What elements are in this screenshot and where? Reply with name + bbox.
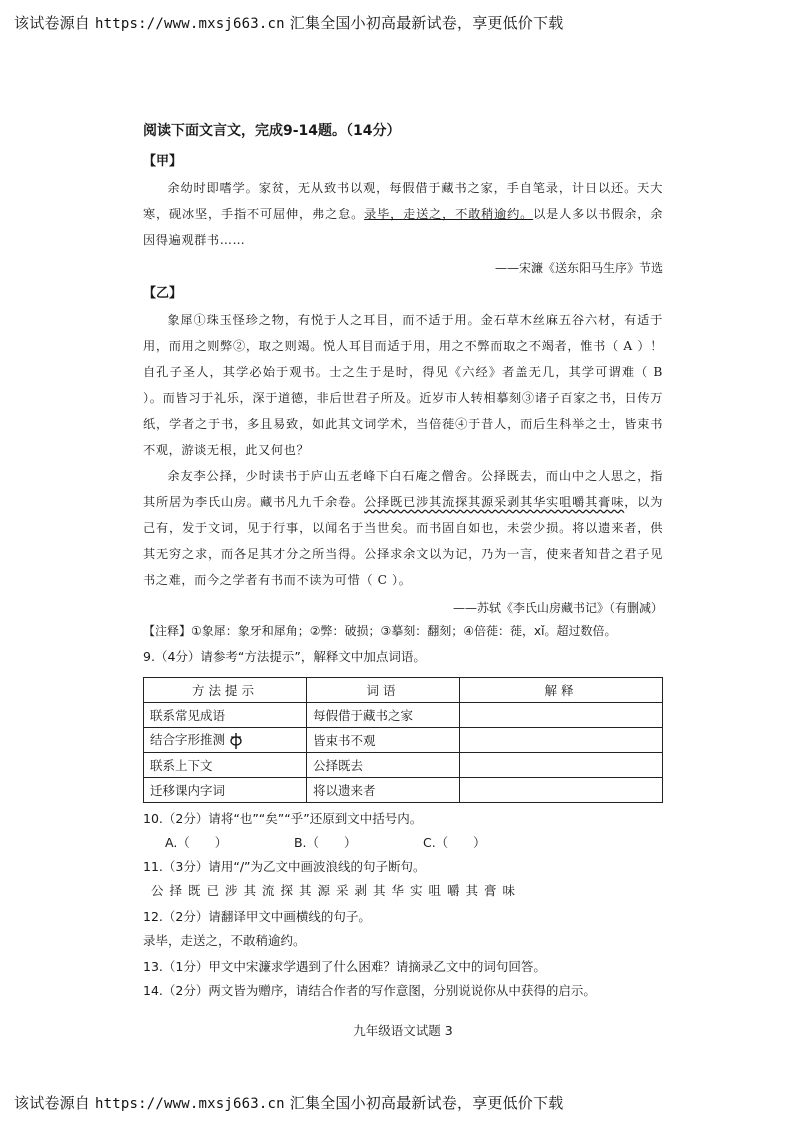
yi-text-b: ，以为己有，发于文词，见于行事，以闻名于当世矣。而书固自如也，未尝少损。将以遗来者，供其无穷之求，而各足其才分之所当得。公择求余文以为记，乃为一言，使来者知昔之君子见书之难，而今之学者有书而不读为可惜（ C ）。 [143,495,664,587]
row-hint: 迁移课内字词 [144,778,307,803]
row-answer-cell[interactable] [460,728,663,753]
banner-prefix: 该试卷源自 [14,14,91,32]
question-9 [143,645,663,669]
row-hint: 联系上下文 [144,753,307,778]
page-footer: 九年级语文试题 3 [353,1023,453,1038]
table-row [144,703,663,728]
q11-score: （3分） [162,859,209,874]
choice-b[interactable]: B.（ ） [293,835,357,850]
question-13 [143,955,663,979]
top-banner [14,12,563,33]
row-hint-cell [144,728,307,753]
q12-score: （2分） [162,909,209,924]
table-row [144,753,663,778]
choice-c[interactable]: C.（ ） [422,835,486,850]
row-word: 每假借于藏书之家 [307,703,460,728]
row-hint: 联系常见成语 [144,703,307,728]
choice-a[interactable]: A.（ ） [165,835,228,850]
passage-jia-label: 【甲】 [143,154,183,169]
banner-suffix: 汇集全国小初高最新试卷，享更低价下载 [289,14,564,32]
method-table [143,677,663,803]
banner-url-link[interactable]: https://www.mxsj663.cn [94,1096,285,1112]
row-answer-cell[interactable] [460,703,663,728]
banner-prefix: 该试卷源自 [14,1094,91,1112]
q11-text: 请用“/”为乙文中画波浪线的句子断句。 [208,859,426,874]
table-row [144,728,663,753]
jia-text-a: 余幼时即嗜学。家贫，无从致书以观，每假借于藏书之家，手自笔录，计日以还。天大寒，砚冰坚，手指不可屈伸，弗之怠。 [143,181,663,221]
q12-text: 请翻译甲文中画横线的句子。 [208,909,371,924]
q14-text: 两文皆为赠序，请结合作者的写作意图，分别说说你从中获得的启示。 [208,983,596,998]
question-10 [143,807,663,831]
yi-wavy-sentence: 公择既已涉其流探其源采剥其华实咀嚼其膏味 [364,495,625,509]
q13-number: 13. [143,959,163,974]
q9-number: 9. [143,649,155,664]
q11-number: 11. [143,859,163,874]
section-heading: 阅读下面文言文，完成9-14题。（14分） [143,123,401,139]
q9-score: （4分） [154,649,201,664]
header-method: 方法提示 [144,678,307,703]
row-word: 公择既去 [307,753,460,778]
yi-text-a: 余友李公择，少时读书于庐山五老峰下白石庵之僧舍。公择既去，而山中之人思之，指其所居为李氏山房。藏书凡九千余卷。 [143,469,663,509]
annotation-notes: 【注释】①象犀：象牙和犀角；②弊：破损；③摹刻：翻刻；④倍蓰：蓰，xǐ。超过数倍。 [143,624,617,638]
q11-sentence: 公择既已涉其流探其源采剥其华实咀嚼其膏味 [151,883,522,898]
q13-score: （1分） [162,959,209,974]
method-table-header [144,678,663,703]
q14-score: （2分） [162,983,209,998]
bottom-banner [14,1092,563,1113]
q14-number: 14. [143,983,163,998]
passage-yi-paragraph-1: 象犀①珠玉怪珍之物，有悦于人之耳目，而不适于用。金石草木丝麻五谷六材，有适于用，而用之则弊②，取之则竭。悦人耳目而适于用，用之不弊而取之不竭者，惟书（ A ）！自孔子圣人，其学必始于观书。士之生于是时，得见《六经》者盖无几，其学可谓难（ B ）。而皆习于礼乐，深于道德，非后世君子所及。近岁市人转相摹刻③诸子百家之书，日传万纸，学者之于书，多且易致，如此其文词学术，当倍蓰④于昔人，而后生科举之士，皆束书不观，游谈无根，此又何也？ [143,313,663,457]
q12-sentence: 录毕，走送之，不敢稍逾约。 [143,933,306,948]
row-word: 皆束书不观 [307,728,460,753]
header-word: 词语 [307,678,460,703]
header-explain: 解释 [460,678,663,703]
q10-text: 请将“也”“矣”“乎”还原到文中括号内。 [208,811,423,826]
shu-glyph-icon [229,732,243,750]
passage-jia-source: ——宋濂《送东阳马生序》节选 [494,261,663,275]
question-14 [143,979,663,1003]
banner-suffix: 汇集全国小初高最新试卷，享更低价下载 [289,1094,564,1112]
jia-text-b: 以是人多以书假余，余因得遍观群书…… [143,207,664,247]
row-answer-cell[interactable] [460,753,663,778]
passage-yi-paragraph-2 [143,463,663,593]
q13-text: 甲文中宋濂求学遇到了什么困难？请摘录乙文中的词句回答。 [208,959,546,974]
passage-jia-text [143,175,663,253]
question-12 [143,905,663,929]
q10-score: （2分） [162,811,209,826]
row-answer-cell[interactable] [460,778,663,803]
passage-yi-label: 【乙】 [143,286,183,301]
banner-url-link[interactable]: https://www.mxsj663.cn [94,16,285,32]
q10-number: 10. [143,811,163,826]
exam-content [143,120,663,1052]
q12-number: 12. [143,909,163,924]
row-word: 将以遗来者 [307,778,460,803]
passage-yi-source: ——苏轼《李氏山房藏书记》（有删减） [452,601,663,615]
q9-text: 请参考“方法提示”，解释文中加点词语。 [200,649,426,664]
question-11 [143,855,663,879]
table-row [144,778,663,803]
row-hint: 结合字形推测 [150,732,226,748]
jia-underlined-sentence: 录毕，走送之，不敢稍逾约。 [364,207,534,221]
q10-choices [165,833,663,851]
